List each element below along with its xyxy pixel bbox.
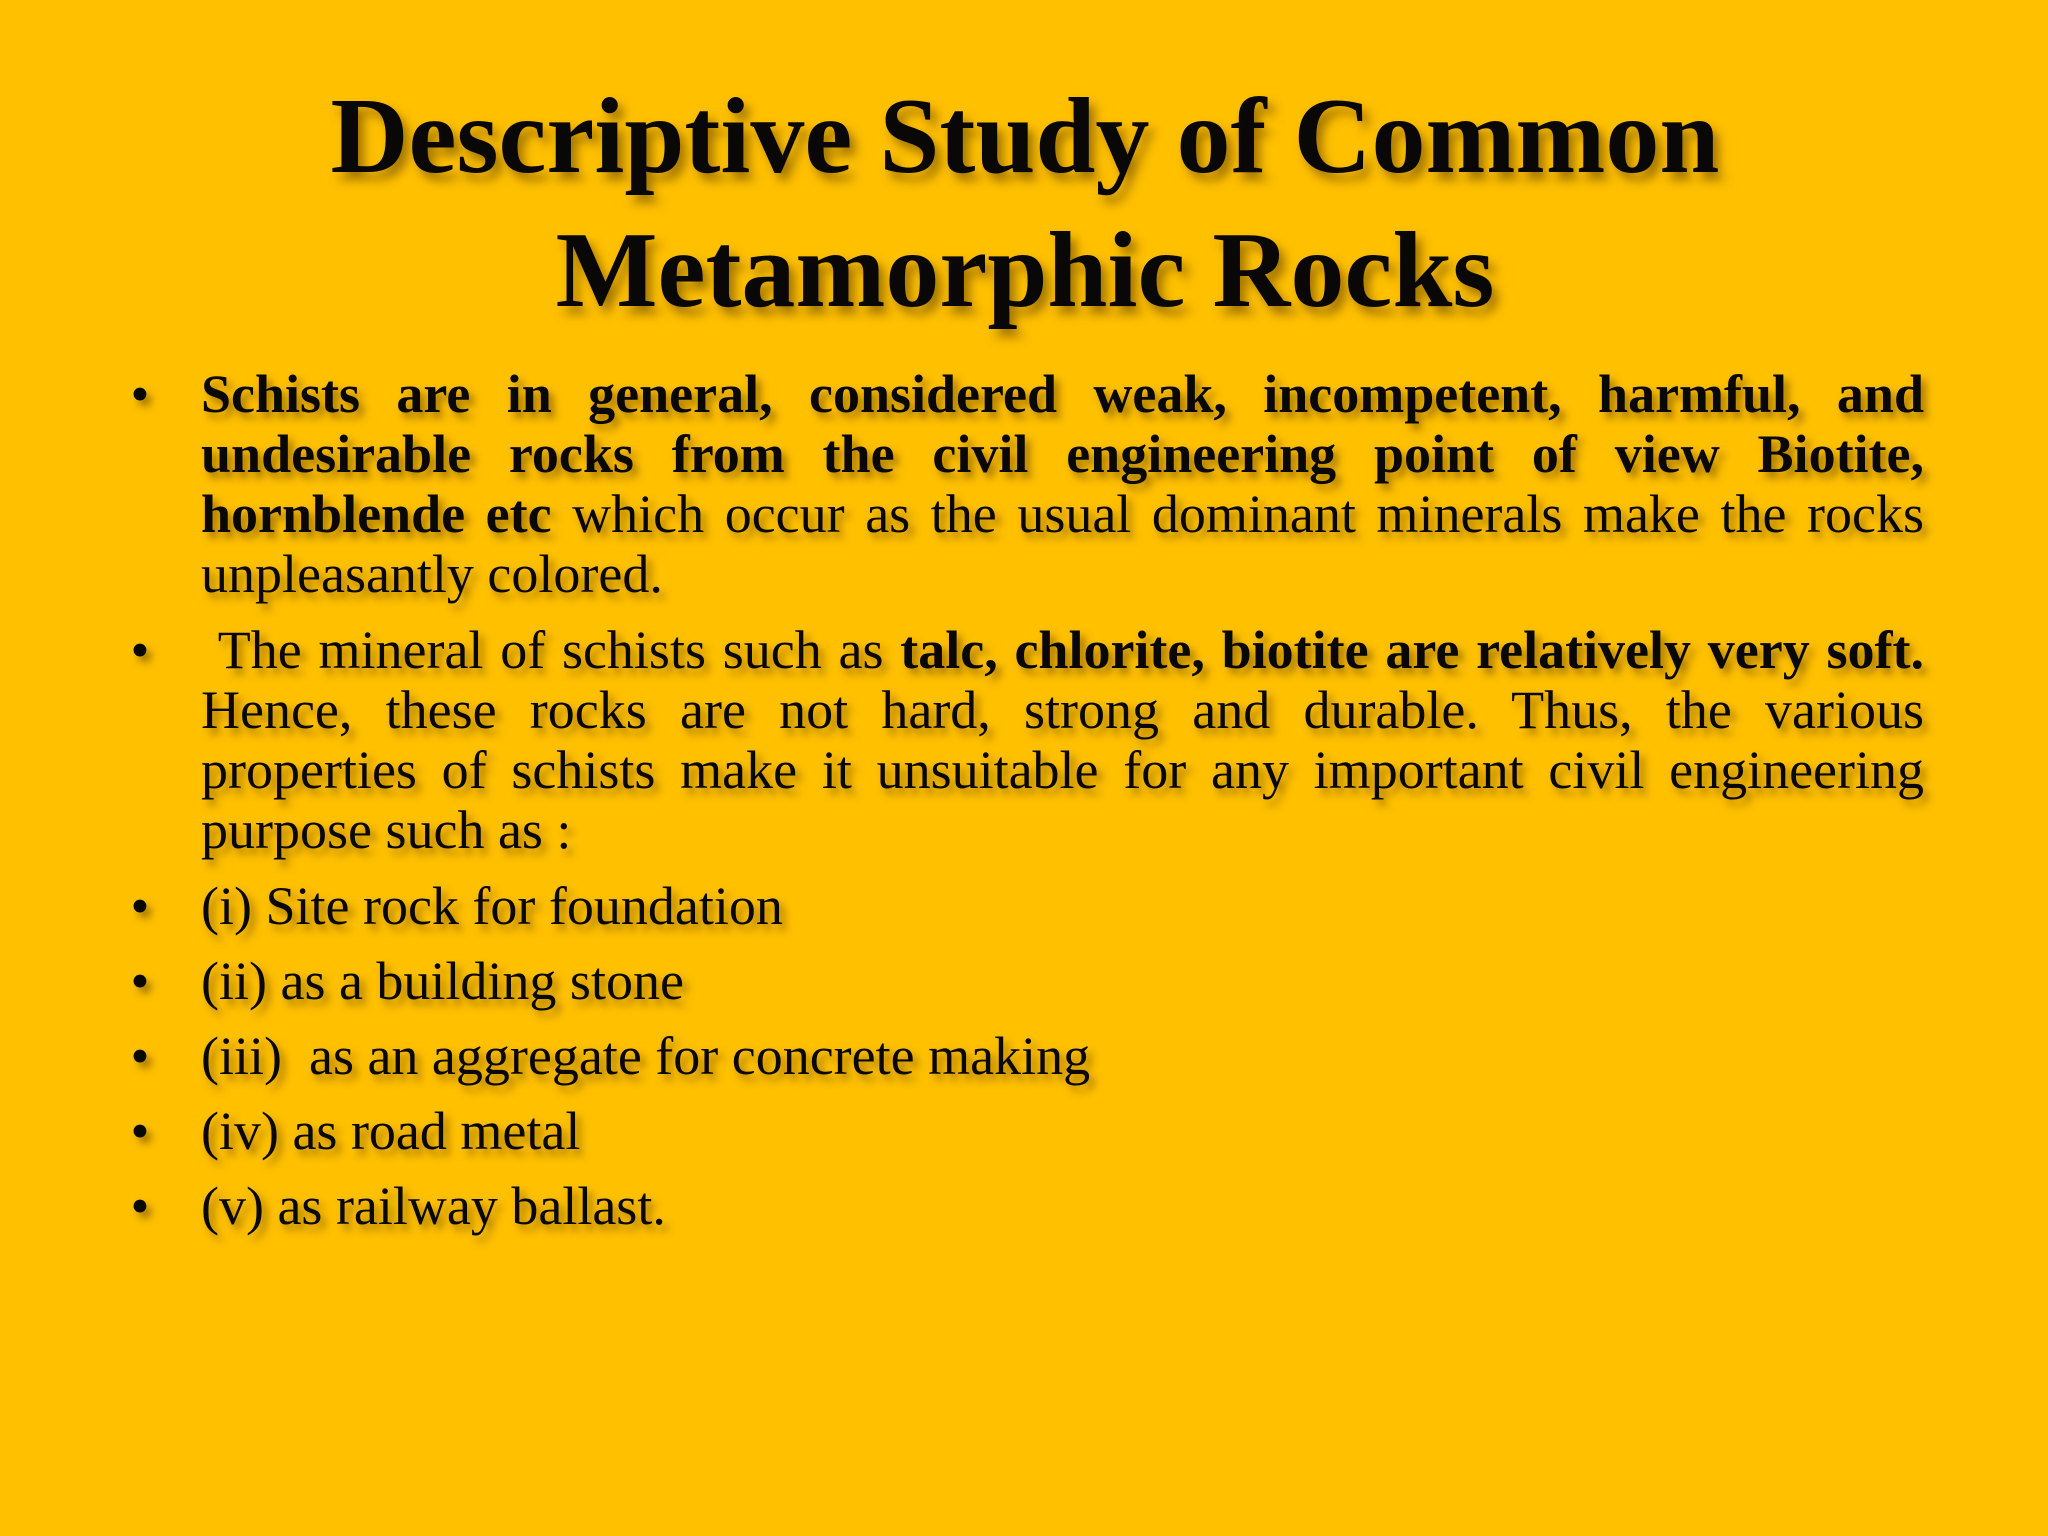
bullet-paragraph <box>201 364 1924 604</box>
list-item-text: (ii) as a building stone <box>201 951 684 1011</box>
bullet-item-schist-minerals <box>120 620 1924 860</box>
title-line-2: Metamorphic Rocks <box>555 211 1495 330</box>
bullet-item-use-4 <box>120 1101 1924 1161</box>
bullet-icon: • <box>130 1026 150 1086</box>
normal-text: Hence, these rocks are not hard, strong and durable. Thus, the various properties of schists make it unsuitable for any important civil engineering purpose such as : <box>201 680 1924 860</box>
title-line-1: Descriptive Study of Common <box>330 77 1720 196</box>
bullet-item-schists-weak <box>120 364 1924 604</box>
bullet-item-use-5 <box>120 1176 1924 1236</box>
list-item-text: (iv) as road metal <box>201 1101 581 1161</box>
bullet-icon: • <box>130 620 150 680</box>
bullet-icon: • <box>130 364 150 424</box>
bullet-icon: • <box>130 1176 150 1236</box>
normal-text: The mineral of schists such as <box>201 620 901 680</box>
bullet-list <box>120 364 1924 1251</box>
bullet-item-use-3 <box>120 1026 1924 1086</box>
bullet-paragraph <box>201 620 1924 860</box>
bold-text: talc, chlorite, biotite are relatively very soft. <box>900 620 1924 680</box>
list-item-text: (v) as railway ballast. <box>201 1176 666 1236</box>
list-item-text: (iii) as an aggregate for concrete making <box>201 1026 1091 1086</box>
normal-text: which occur as the usual dominant minerals make the rocks unpleasantly colored. <box>201 484 1924 604</box>
bold-text: Schists are in general, considered weak, incompetent, harmful, and undesirable rocks from the civil engineering point of view Biotite, hornblende etc <box>201 364 1924 544</box>
list-item-text: (i) Site rock for foundation <box>201 876 783 936</box>
bullet-item-use-2 <box>120 951 1924 1011</box>
slide-title <box>180 70 1870 338</box>
bullet-icon: • <box>130 951 150 1011</box>
bullet-icon: • <box>130 876 150 936</box>
bullet-item-use-1 <box>120 876 1924 936</box>
bullet-icon: • <box>130 1101 150 1161</box>
